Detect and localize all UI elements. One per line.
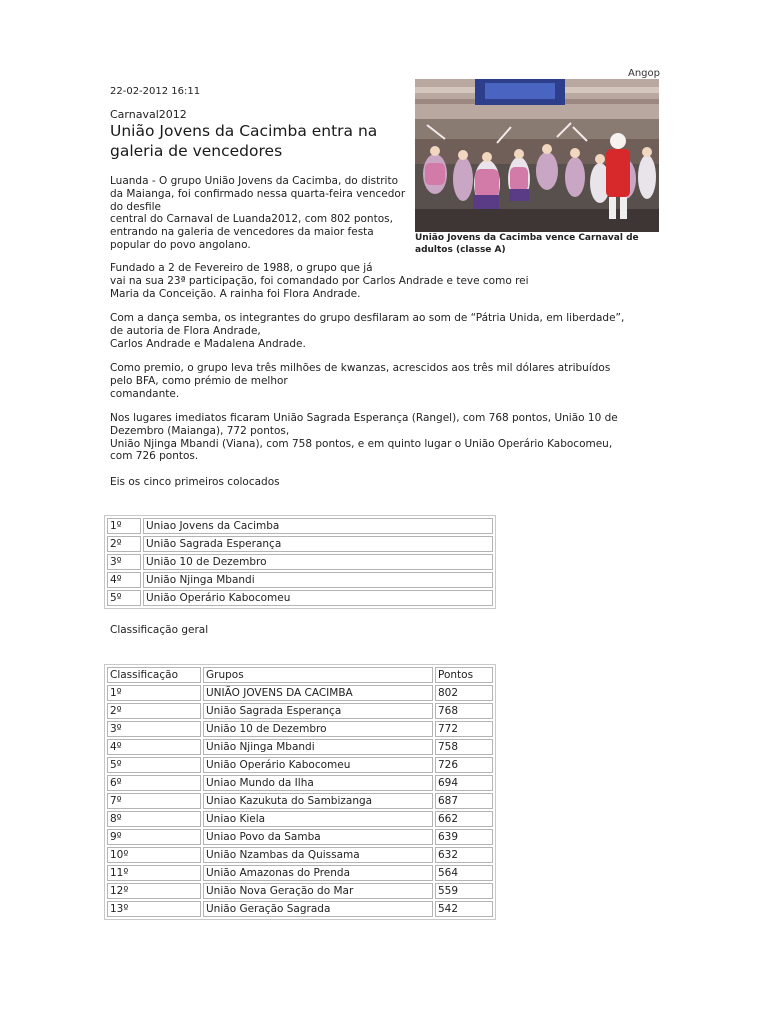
points-cell: 772 [435, 721, 493, 737]
group-cell: Uniao Kazukuta do Sambizanga [203, 793, 433, 809]
points-cell: 662 [435, 811, 493, 827]
points-cell: 559 [435, 883, 493, 899]
rank-cell: 9º [107, 829, 201, 845]
table-row [107, 572, 493, 588]
rank-cell: 6º [107, 775, 201, 791]
carnival-photo [415, 79, 659, 232]
group-cell: Uniao Mundo da Ilha [203, 775, 433, 791]
table-row [107, 685, 493, 701]
column-header: Grupos [203, 667, 433, 683]
article-category: Carnaval2012 [110, 108, 187, 121]
points-cell: 768 [435, 703, 493, 719]
rank-cell: 2º [107, 703, 201, 719]
paragraph: Eis os cinco primeiros colocados [110, 476, 280, 488]
table-row [107, 811, 493, 827]
group-cell: Uniao Jovens da Cacimba [143, 518, 493, 534]
group-cell: União Geração Sagrada [203, 901, 433, 917]
group-cell: União Nzambas da Quissama [203, 847, 433, 863]
rank-cell: 11º [107, 865, 201, 881]
general-classification-table [104, 664, 496, 920]
points-cell: 726 [435, 757, 493, 773]
group-cell: UNIÃO JOVENS DA CACIMBA [203, 685, 433, 701]
table-row [107, 865, 493, 881]
table-row [107, 901, 493, 917]
rank-cell: 10º [107, 847, 201, 863]
points-cell: 802 [435, 685, 493, 701]
general-classification-label: Classificação geral [110, 624, 209, 636]
rank-cell: 13º [107, 901, 201, 917]
paragraph: Como premio, o grupo leva três milhões de kwanzas, acrescidos aos três mil dólares atribuídos pelo BFA, como prémio de melhor comandante. [110, 362, 611, 400]
table-row [107, 590, 493, 606]
rank-cell: 7º [107, 793, 201, 809]
rank-cell: 3º [107, 554, 141, 570]
table-row [107, 793, 493, 809]
group-cell: Uniao Kiela [203, 811, 433, 827]
article-date: 22-02-2012 16:11 [110, 86, 201, 97]
group-cell: União Njinga Mbandi [143, 572, 493, 588]
group-cell: União Sagrada Esperança [203, 703, 433, 719]
table-row [107, 757, 493, 773]
table-row [107, 739, 493, 755]
rank-cell: 3º [107, 721, 201, 737]
rank-cell: 12º [107, 883, 201, 899]
paragraph: Fundado a 2 de Fevereiro de 1988, o grupo que já vai na sua 23ª participação, foi comandado por Carlos Andrade e teve como rei Maria da Conceição. A rainha foi Flora Andrade. [110, 262, 529, 300]
rank-cell: 2º [107, 536, 141, 552]
group-cell: União Operário Kabocomeu [203, 757, 433, 773]
rank-cell: 4º [107, 739, 201, 755]
column-header: Classificação [107, 667, 201, 683]
table-row [107, 703, 493, 719]
source-label: Angop [628, 68, 660, 79]
group-cell: União Njinga Mbandi [203, 739, 433, 755]
table-header-row [107, 667, 493, 683]
group-cell: União Operário Kabocomeu [143, 590, 493, 606]
group-cell: União Sagrada Esperança [143, 536, 493, 552]
points-cell: 632 [435, 847, 493, 863]
group-cell: União Nova Geração do Mar [203, 883, 433, 899]
points-cell: 542 [435, 901, 493, 917]
group-cell: União Amazonas do Prenda [203, 865, 433, 881]
points-cell: 639 [435, 829, 493, 845]
table-row [107, 518, 493, 534]
table-row [107, 847, 493, 863]
group-cell: União 10 de Dezembro [143, 554, 493, 570]
rank-cell: 8º [107, 811, 201, 827]
paragraph: Nos lugares imediatos ficaram União Sagrada Esperança (Rangel), com 768 pontos, União 10 de Dezembro (Maianga), 772 pontos, União Njinga Mbandi (Viana), com 758 pontos, e em quinto lugar o União Operário Kabocomeu, com 726 pontos. [110, 412, 618, 463]
rank-cell: 1º [107, 518, 141, 534]
table-row [107, 829, 493, 845]
rank-cell: 1º [107, 685, 201, 701]
paragraph: Com a dança semba, os integrantes do grupo desfilaram ao som de “Pátria Unida, em liberdade”, de autoria de Flora Andrade, Carlos Andrade e Madalena Andrade. [110, 312, 625, 350]
rank-cell: 5º [107, 757, 201, 773]
column-header: Pontos [435, 667, 493, 683]
article-headline: União Jovens da Cacimba entra na galeria de vencedores [110, 122, 378, 160]
top-five-table [104, 515, 496, 609]
table-row [107, 883, 493, 899]
points-cell: 758 [435, 739, 493, 755]
points-cell: 564 [435, 865, 493, 881]
table-row [107, 554, 493, 570]
points-cell: 694 [435, 775, 493, 791]
table-row [107, 775, 493, 791]
table-row [107, 721, 493, 737]
points-cell: 687 [435, 793, 493, 809]
table-row [107, 536, 493, 552]
group-cell: União 10 de Dezembro [203, 721, 433, 737]
rank-cell: 4º [107, 572, 141, 588]
rank-cell: 5º [107, 590, 141, 606]
photo-caption: União Jovens da Cacimba vence Carnaval de adultos (classe A) [415, 233, 639, 255]
group-cell: Uniao Povo da Samba [203, 829, 433, 845]
paragraph: Luanda - O grupo União Jovens da Cacimba, do distrito da Maianga, foi confirmado nessa quarta-feira vencedor do desfile central do Carnaval de Luanda2012, com 802 pontos, entrando na galeria de vencedores da maior festa popular do povo angolano. [110, 175, 406, 251]
